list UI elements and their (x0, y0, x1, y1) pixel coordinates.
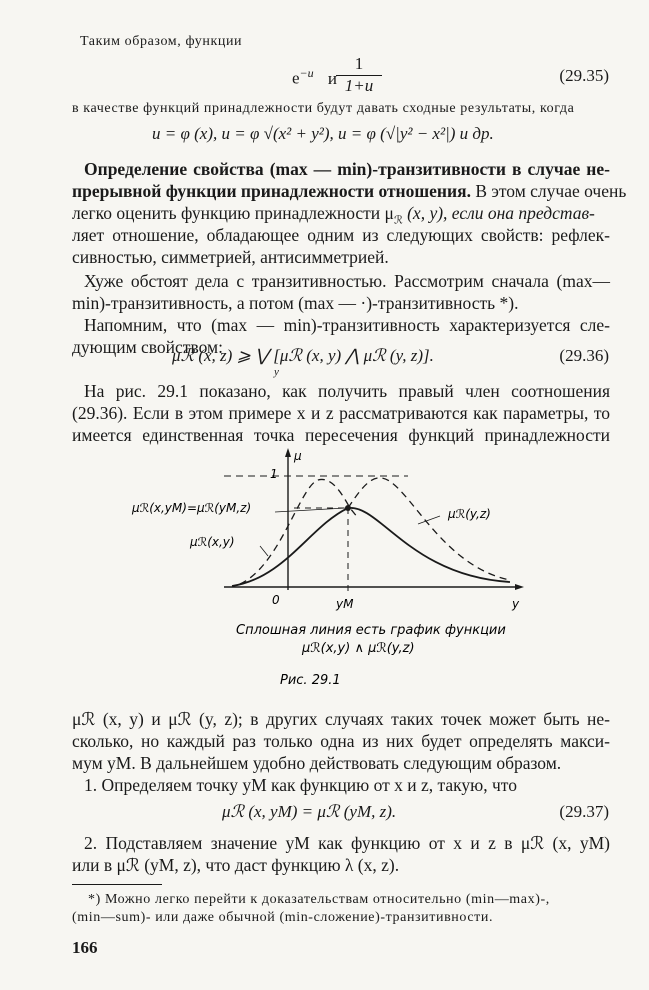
curve-mu-xy (240, 479, 358, 584)
text-line: сивностью, симметрией, антисимметрией. (72, 247, 389, 267)
caption-line-2: μℛ(x,y) ∧ μℛ(y,z) (302, 641, 415, 656)
leader-line (275, 508, 346, 512)
text-line: дующим свойством: (72, 337, 223, 357)
eq-number: (29.35) (559, 66, 609, 85)
eq-number: (29.37) (559, 802, 609, 821)
label-mu-xy: μℛ(x,y) (190, 535, 235, 549)
text-line: мум yM. В дальнейшем удобно действовать следующим образом. (72, 753, 562, 773)
text-line: в качестве функций принадлежности будут давать сходные результаты, когда (72, 101, 575, 116)
label-equal-max: μℛ(x,yM)=μℛ(yM,z) (132, 501, 252, 515)
footnote-rule (72, 884, 162, 885)
eq-and: и (327, 68, 338, 88)
ym-label: yM (336, 597, 354, 611)
curve-mu-yz (348, 478, 510, 580)
footnote-line: *) Можно легко перейти к доказательствам относительно (min—max)-, (88, 892, 550, 907)
text-line: сколько, но каждый раз только одна из них будет определять макси- (72, 731, 610, 751)
eq-29-36: μℛ (x, z) ⩾ ⋁ [μℛ (x, y) ⋀ μℛ (y, z)]. (172, 346, 434, 365)
text-line: Хуже обстоят дела с транзитивностью. Рассмотрим сначала (max— (84, 271, 610, 291)
text-line: 2. Подставляем значение yM как функцию от x и z в μℛ (x, yM) (84, 833, 611, 853)
text-line (72, 180, 627, 202)
text-line: Таким образом, функции (80, 34, 243, 49)
y-axis-label: μ (294, 449, 302, 463)
text-line: Напомним, что (max — min)-транзитивность характеризуется сле- (84, 315, 610, 335)
caption-line-1: Сплошная линия есть график функции (236, 623, 506, 638)
fraction-num: 1 (354, 54, 364, 73)
text-span: легко оценить функцию принадлежности μ (72, 203, 394, 223)
leader-line (418, 516, 440, 524)
x-axis-arrow (515, 584, 524, 590)
text-span: (x, y), если она представ- (402, 203, 595, 223)
eq-term: e (292, 68, 300, 88)
text-span: В этом случае очень (470, 181, 627, 201)
label-mu-yz: μℛ(y,z) (448, 507, 491, 521)
text-line: На рис. 29.1 показано, как получить правый член соотношения (84, 381, 610, 401)
fraction (336, 54, 382, 96)
text-line: (29.36). Если в этом примере x и z рассматриваются как параметры, то (72, 403, 610, 423)
figure-29-1 (120, 446, 540, 706)
text-line: или в μℛ (yM, z), что даст функцию λ (x, z). (72, 855, 400, 875)
eq-29-35 (292, 66, 337, 89)
eq-exponent: −u (299, 66, 314, 80)
text-line: имеется единственная точка пересечения функций принадлежности (72, 425, 610, 445)
leader-line (260, 546, 268, 556)
footnote-line: (min—sum)- или даже обычной (min-сложение)-транзитивности. (72, 910, 494, 925)
text-line: μℛ (x, y) и μℛ (y, z); в других случаях таких точек может быть не- (72, 709, 610, 729)
text-line: Определение свойства (max — min)-транзитивности в случае не- (84, 159, 610, 179)
origin-label: 0 (272, 593, 280, 607)
eq-u-phi: u = φ (x), u = φ √(x² + y²), u = φ (√|y² − x²|) и др. (152, 124, 494, 143)
text-line: min)-транзитивность, а потом (max — ·)-транзитивность *). (72, 293, 519, 313)
figure-title: Рис. 29.1 (280, 673, 341, 688)
eq-sub: y (274, 366, 279, 378)
page-number: 166 (72, 938, 98, 957)
eq-number: (29.36) (559, 346, 609, 365)
subscript: ℛ (393, 214, 403, 227)
text-line: 1. Определяем точку yM как функцию от x и z, такую, что (84, 775, 517, 795)
fraction-den: 1+u (336, 75, 382, 96)
x-axis-label: y (512, 597, 520, 611)
tick-one: 1 (270, 467, 278, 481)
y-axis-arrow (285, 448, 291, 457)
eq-29-37: μℛ (x, yM) = μℛ (yM, z). (222, 802, 397, 821)
bold-term: прерывной функции принадлежности отношения. (72, 181, 471, 201)
text-line: ляет отношение, обладающее одним из следующих свойств: рефлек- (72, 225, 610, 245)
